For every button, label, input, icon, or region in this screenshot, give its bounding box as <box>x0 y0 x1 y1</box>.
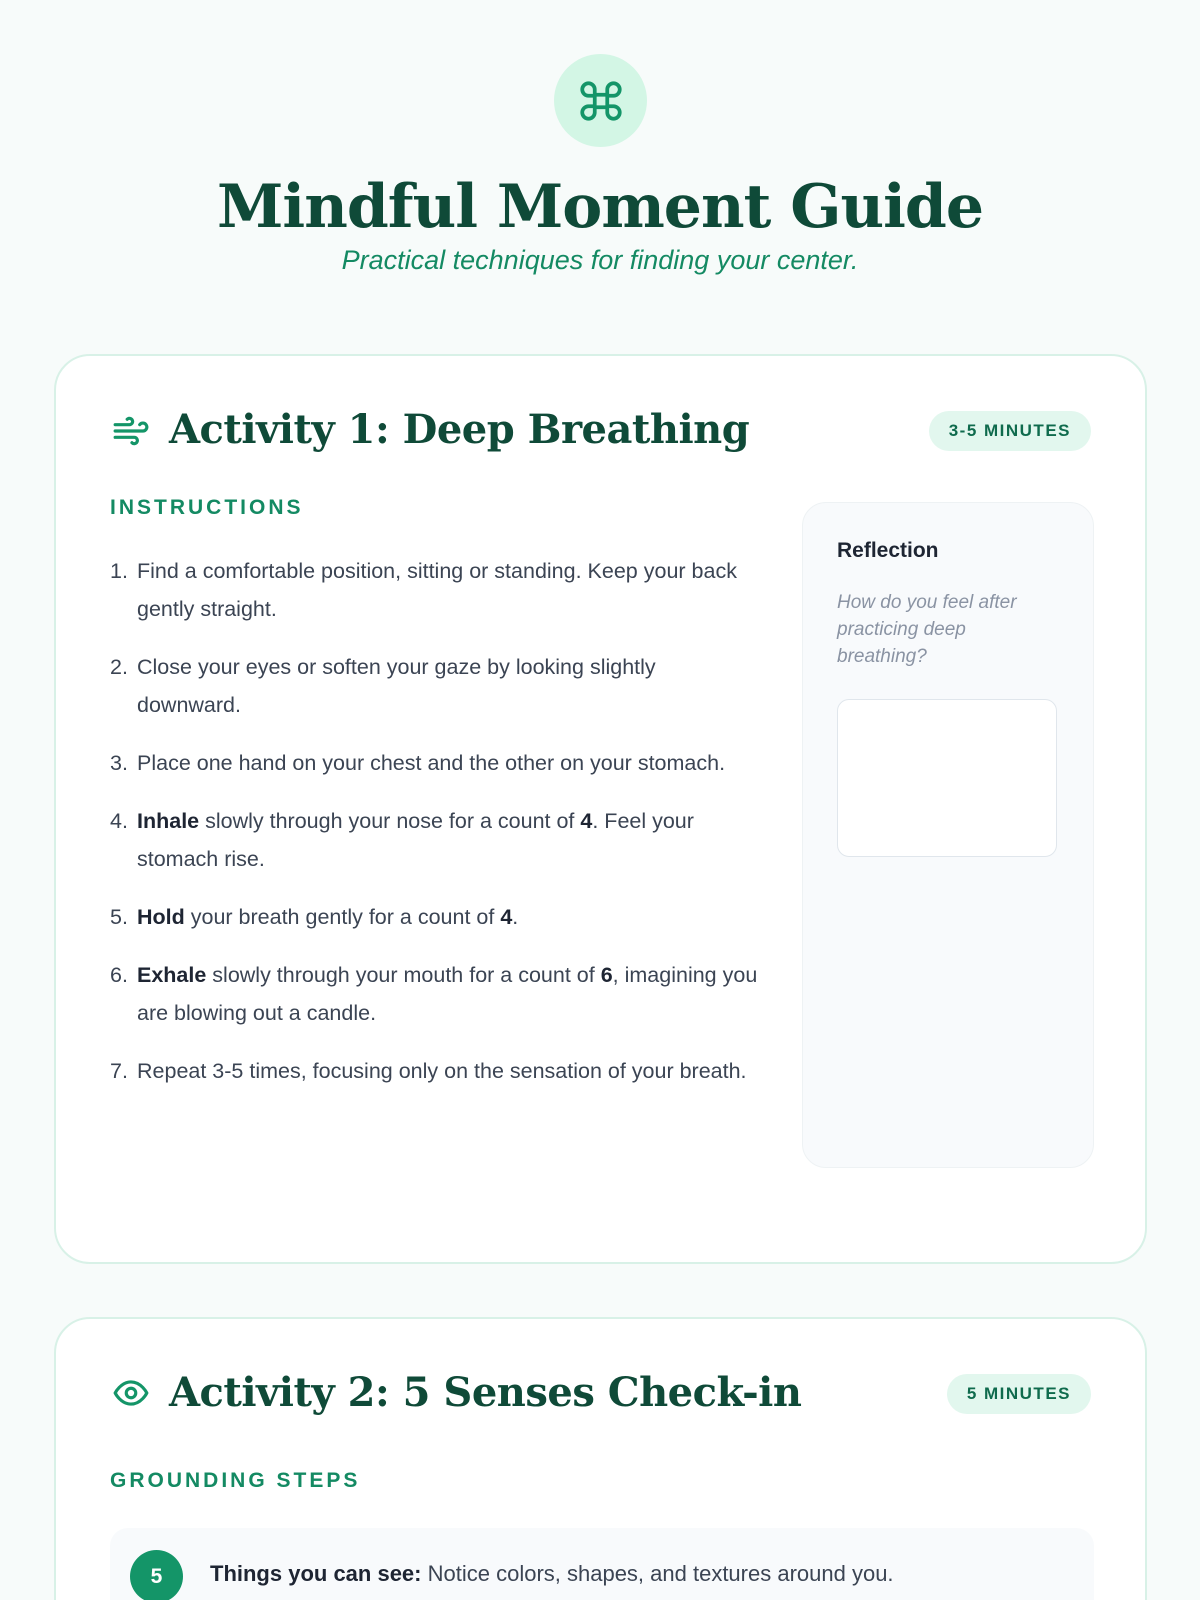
list-item: 2. Close your eyes or soften your gaze by looking slightly downward. <box>110 655 656 717</box>
reflection-textarea[interactable] <box>837 699 1057 857</box>
sense-description: Things you can see: Notice colors, shapes, and textures around you. <box>210 1561 894 1586</box>
instruction-list <box>110 552 760 1110</box>
section-label-instructions: INSTRUCTIONS <box>110 496 304 519</box>
list-item: 4. Inhale slowly through your nose for a count of 4. Feel your stomach rise. <box>110 809 694 871</box>
reflection-title: Reflection <box>837 539 939 562</box>
duration-badge: 3-5 MINUTES <box>929 411 1091 451</box>
activity-title: Activity 1: Deep Breathing <box>169 406 750 453</box>
step-number-circle: 5 <box>130 1550 183 1600</box>
flower-knot-icon <box>576 76 626 126</box>
eye-icon <box>112 1374 150 1412</box>
reflection-panel <box>802 502 1094 1168</box>
activity-title: Activity 2: 5 Senses Check-in <box>169 1369 802 1416</box>
section-label-grounding: GROUNDING STEPS <box>110 1469 361 1492</box>
sense-step <box>110 1528 1094 1600</box>
list-item: 6. Exhale slowly through your mouth for a count of 6, imagining you are blowing out a candle. <box>110 963 758 1025</box>
list-item: 7. Repeat 3-5 times, focusing only on the sensation of your breath. <box>110 1059 747 1083</box>
list-item: 1. Find a comfortable position, sitting or standing. Keep your back gently straight. <box>110 559 737 621</box>
activity-card-deep-breathing <box>54 354 1147 1264</box>
page-subtitle: Practical techniques for finding your center. <box>341 245 859 275</box>
duration-badge: 5 MINUTES <box>947 1374 1091 1414</box>
list-item: 3. Place one hand on your chest and the other on your stomach. <box>110 751 726 775</box>
reflection-prompt: How do you feel after practicing deep breathing? <box>837 592 1017 667</box>
list-item: 5. Hold your breath gently for a count of 4. <box>110 905 519 929</box>
page-title: Mindful Moment Guide <box>216 172 983 242</box>
logo-badge <box>554 54 647 147</box>
activity-card-senses <box>54 1317 1147 1600</box>
wind-icon <box>112 412 150 450</box>
